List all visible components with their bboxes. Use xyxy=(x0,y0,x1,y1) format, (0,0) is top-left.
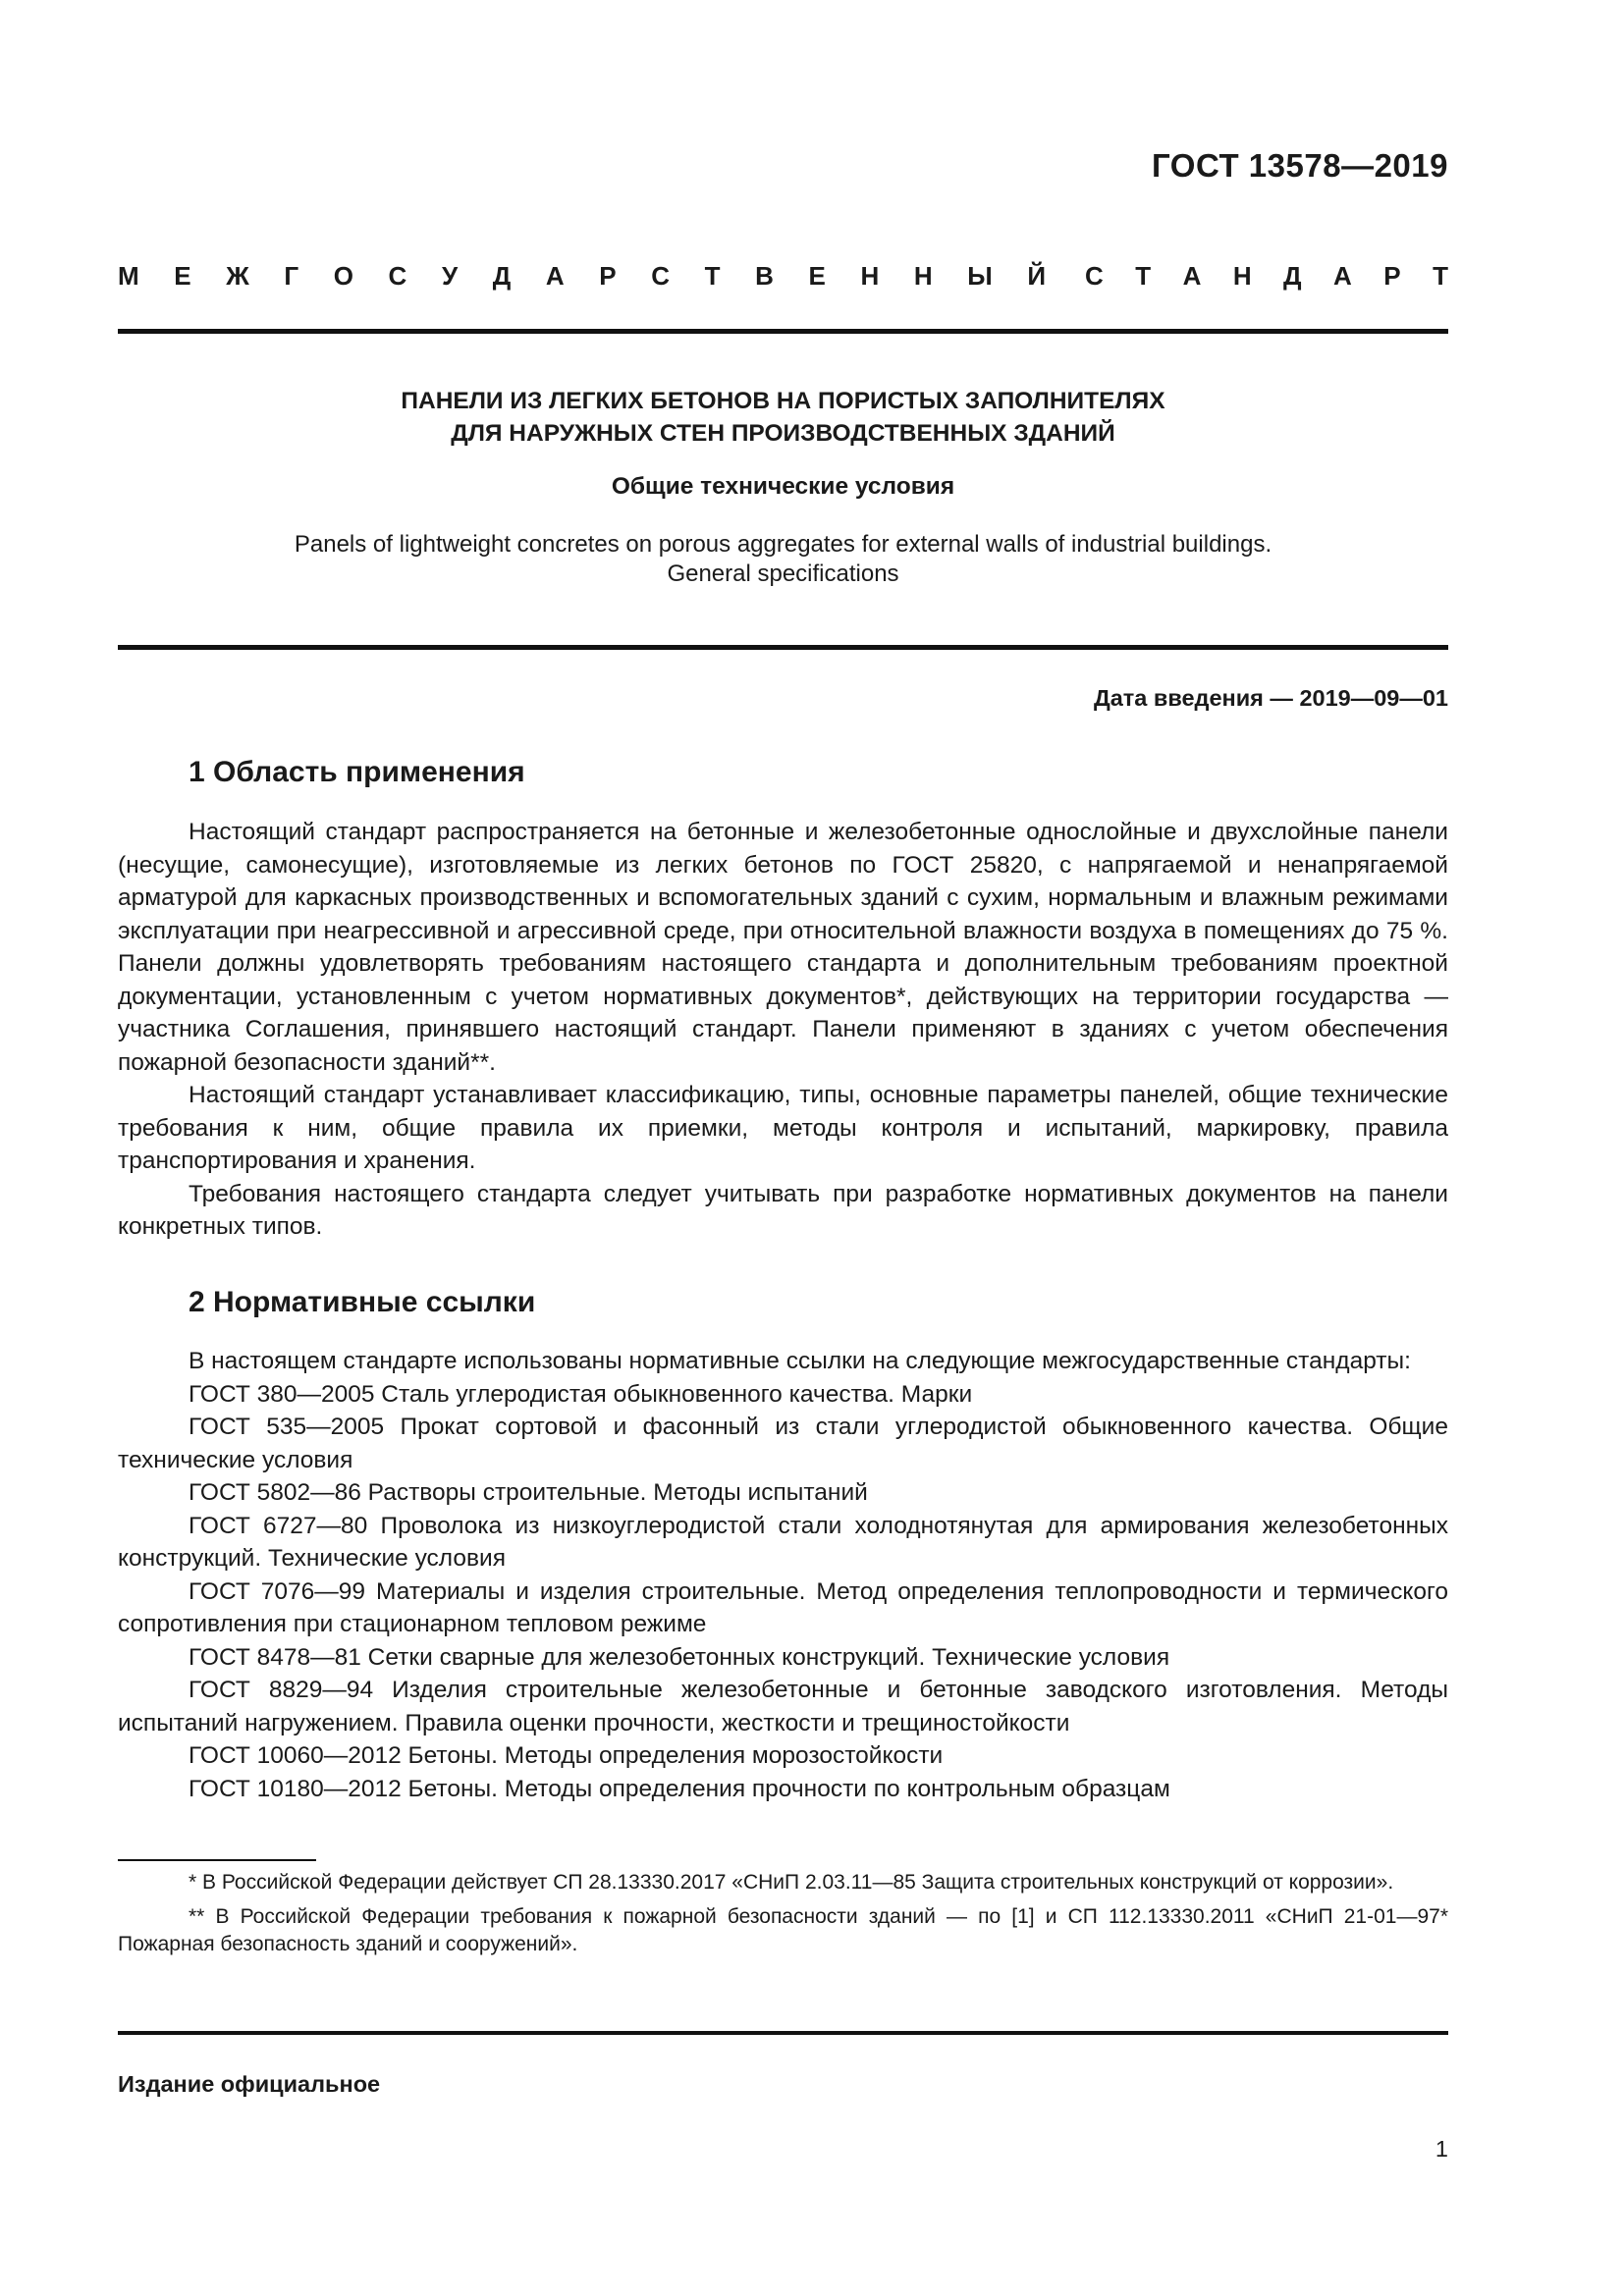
paragraph: Настоящий стандарт устанавливает классификацию, типы, основные параметры панелей, общие технические требования к ним, общие правила их приемки, методы контроля и испытаний, маркировку, правила транспортирования и хранения. xyxy=(118,1082,1448,1174)
footnote: ** В Российской Федерации требования к пожарной безопасности зданий — по [1] и СП 112.13330.2011 «СНиП 21-01—97* Пожарная безопасность зданий и сооружений». xyxy=(118,1904,1448,1955)
english-title-line-2: General specifications xyxy=(667,561,899,587)
section-2-body xyxy=(118,1345,1448,1805)
reference-item: ГОСТ 10180—2012 Бетоны. Методы определения прочности по контрольным образцам xyxy=(189,1775,1170,1802)
page-number: 1 xyxy=(1435,2136,1448,2162)
reference-item: ГОСТ 7076—99 Материалы и изделия строительные. Метод определения теплопроводности и термического сопротивления при стационарном тепловом режиме xyxy=(118,1577,1448,1637)
reference-item: ГОСТ 8829—94 Изделия строительные железобетонные и бетонные заводского изготовления. Методы испытаний нагружением. Правила оценки прочности, жесткости и трещиностойкости xyxy=(118,1677,1448,1736)
top-divider xyxy=(118,329,1448,334)
paragraph: Требования настоящего стандарта следует учитывать при разработке нормативных документов на панели конкретных типов. xyxy=(118,1180,1448,1240)
section-1-heading: 1 Область применения xyxy=(189,756,525,788)
english-title-line-1: Panels of lightweight concretes on porous aggregates for external walls of industrial buildings. xyxy=(294,531,1272,558)
standard-number: ГОСТ 13578—2019 xyxy=(1152,147,1448,184)
english-title xyxy=(118,530,1448,589)
edition-label: Издание официальное xyxy=(118,2071,381,2097)
document-title xyxy=(118,385,1448,450)
standard-type-word-1: М Е Ж Г О С У Д А Р С Т В Е Н Н Ы Й xyxy=(118,261,1046,291)
section-2-heading: 2 Нормативные ссылки xyxy=(189,1286,536,1318)
reference-item: ГОСТ 380—2005 Сталь углеродистая обыкновенного качества. Марки xyxy=(189,1380,973,1408)
paragraph: В настоящем стандарте использованы нормативные ссылки на следующие межгосударственные стандарты: xyxy=(189,1348,1411,1374)
footnotes xyxy=(118,1869,1448,1965)
footnote: * В Российской Федерации действует СП 28.13330.2017 «СНиП 2.03.11—85 Защита строительных конструкций от коррозии». xyxy=(189,1871,1394,1894)
introduction-date: Дата введения — 2019—09—01 xyxy=(1093,685,1448,711)
title-line-2: ДЛЯ НАРУЖНЫХ СТЕН ПРОИЗВОДСТВЕННЫХ ЗДАНИЙ xyxy=(451,420,1115,447)
title-divider xyxy=(118,645,1448,650)
paragraph: Настоящий стандарт распространяется на бетонные и железобетонные однослойные и двухслойные панели (несущие, самонесущие), изготовляемые из легких бетонов по ГОСТ 25820, с напрягаемой и ненапрягаемой арматурой для каркасных производственных и вспомогательных зданий с сухим, нормальным и влажным режимами эксплуатации при неагрессивной и агрессивной среде, при относительной влажности воздуха в помещениях до 75 %. Панели должны удовлетворять требованиям настоящего стандарта и дополнительным требованиям проектной документации, установленным с учетом нормативных документов*, действующих на территории государства — участника Соглашения, принявшего настоящий стандарт. Панели применяют в зданиях с учетом обеспечения пожарной безопасности зданий**. xyxy=(118,819,1448,1076)
footer-divider xyxy=(118,2031,1448,2035)
title-line-1: ПАНЕЛИ ИЗ ЛЕГКИХ БЕТОНОВ НА ПОРИСТЫХ ЗАПОЛНИТЕЛЯХ xyxy=(401,388,1165,414)
section-1-body xyxy=(118,816,1448,1244)
standard-type-heading xyxy=(118,261,1448,292)
document-subtitle: Общие технические условия xyxy=(611,473,955,500)
standard-type-word-2: С Т А Н Д А Р Т xyxy=(1085,261,1448,291)
reference-item: ГОСТ 10060—2012 Бетоны. Методы определения морозостойкости xyxy=(189,1742,944,1769)
reference-item: ГОСТ 5802—86 Растворы строительные. Методы испытаний xyxy=(189,1479,868,1506)
reference-item: ГОСТ 6727—80 Проволока из низкоуглеродистой стали холоднотянутая для армирования железобетонных конструкций. Технические условия xyxy=(118,1512,1448,1572)
reference-item: ГОСТ 535—2005 Прокат сортовой и фасонный из стали углеродистой обыкновенного качества. Общие технические условия xyxy=(118,1414,1448,1473)
reference-item: ГОСТ 8478—81 Сетки сварные для железобетонных конструкций. Технические условия xyxy=(189,1643,1170,1671)
footnote-separator xyxy=(118,1859,316,1861)
